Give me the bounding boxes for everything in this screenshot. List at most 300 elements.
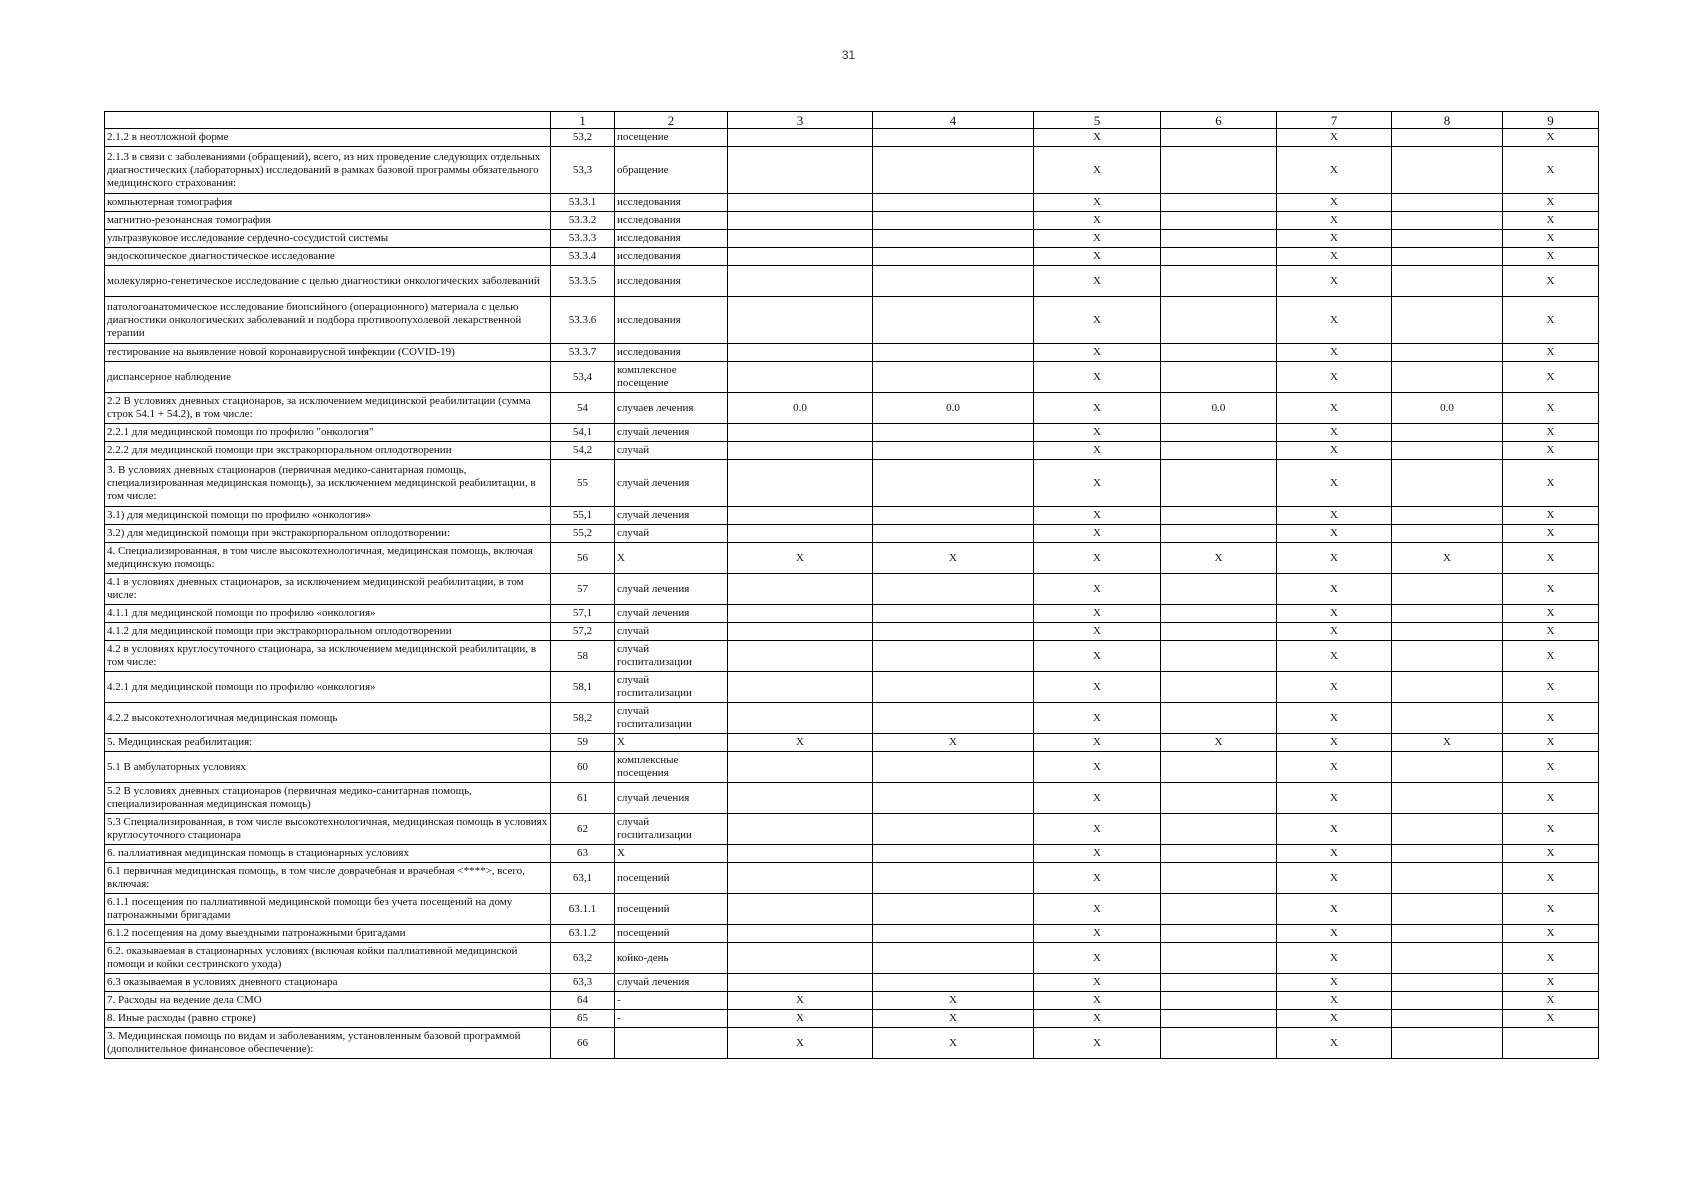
col9-cell: X: [1503, 543, 1599, 574]
col5-cell: X: [1034, 734, 1161, 752]
col9-cell: X: [1503, 894, 1599, 925]
table-row: [105, 752, 1599, 783]
row-unit-cell: X: [615, 845, 728, 863]
row-code-cell: 63,1: [551, 863, 615, 894]
col9-cell: X: [1503, 605, 1599, 623]
col5-cell: X: [1034, 814, 1161, 845]
col7-cell: X: [1277, 525, 1392, 543]
col8-cell: [1392, 894, 1503, 925]
col9-cell: X: [1503, 230, 1599, 248]
col6-cell: [1161, 943, 1277, 974]
col6-cell: [1161, 230, 1277, 248]
row-unit-cell: случай: [615, 525, 728, 543]
row-name-cell: 4.1 в условиях дневных стационаров, за исключением медицинской реабилитации, в том числе:: [105, 574, 551, 605]
col9-cell: X: [1503, 925, 1599, 943]
col7-cell: X: [1277, 362, 1392, 393]
col6-cell: [1161, 212, 1277, 230]
col9-cell: X: [1503, 1010, 1599, 1028]
row-name-cell: 3. В условиях дневных стационаров (первичная медико-санитарная помощь, специализированная медицинская помощь), за исключением медицинской реабилитации, в том числе:: [105, 460, 551, 507]
col5-cell: X: [1034, 605, 1161, 623]
row-code-cell: 53.3.1: [551, 194, 615, 212]
col4-cell: 0.0: [873, 393, 1034, 424]
col8-cell: [1392, 442, 1503, 460]
col4-cell: [873, 605, 1034, 623]
row-code-cell: 53.3.6: [551, 297, 615, 344]
table-row: [105, 641, 1599, 672]
header-cell: 8: [1392, 112, 1503, 129]
row-code-cell: 63: [551, 845, 615, 863]
col8-cell: X: [1392, 734, 1503, 752]
col9-cell: X: [1503, 393, 1599, 424]
col7-cell: X: [1277, 1010, 1392, 1028]
col6-cell: [1161, 783, 1277, 814]
table-row: [105, 1010, 1599, 1028]
row-code-cell: 58,2: [551, 703, 615, 734]
col9-cell: X: [1503, 623, 1599, 641]
col6-cell: X: [1161, 543, 1277, 574]
table-row: [105, 507, 1599, 525]
col7-cell: X: [1277, 507, 1392, 525]
row-name-cell: компьютерная томография: [105, 194, 551, 212]
col4-cell: [873, 424, 1034, 442]
col8-cell: [1392, 212, 1503, 230]
col7-cell: X: [1277, 943, 1392, 974]
row-unit-cell: случай госпитализации: [615, 672, 728, 703]
col7-cell: X: [1277, 194, 1392, 212]
row-unit-cell: X: [615, 543, 728, 574]
col5-cell: X: [1034, 943, 1161, 974]
col5-cell: X: [1034, 230, 1161, 248]
row-name-cell: 4.1.2 для медицинской помощи при экстракорпоральном оплодотворении: [105, 623, 551, 641]
col6-cell: [1161, 1028, 1277, 1059]
col3-cell: X: [728, 1028, 873, 1059]
col5-cell: X: [1034, 992, 1161, 1010]
col8-cell: [1392, 266, 1503, 297]
row-code-cell: 63.1.2: [551, 925, 615, 943]
row-unit-cell: исследования: [615, 297, 728, 344]
col3-cell: [728, 525, 873, 543]
col3-cell: [728, 147, 873, 194]
col6-cell: [1161, 641, 1277, 672]
col9-cell: X: [1503, 212, 1599, 230]
row-unit-cell: исследования: [615, 344, 728, 362]
col6-cell: [1161, 925, 1277, 943]
data-table: [104, 111, 1599, 1059]
row-code-cell: 53,3: [551, 147, 615, 194]
col7-cell: X: [1277, 605, 1392, 623]
row-code-cell: 62: [551, 814, 615, 845]
col7-cell: X: [1277, 574, 1392, 605]
col4-cell: [873, 863, 1034, 894]
col3-cell: [728, 672, 873, 703]
col9-cell: X: [1503, 641, 1599, 672]
row-unit-cell: исследования: [615, 230, 728, 248]
row-code-cell: 53.3.5: [551, 266, 615, 297]
header-row: [105, 112, 1599, 129]
col9-cell: X: [1503, 424, 1599, 442]
row-name-cell: 2.2 В условиях дневных стационаров, за исключением медицинской реабилитации (сумма строк 54.1 + 54.2), в том числе:: [105, 393, 551, 424]
row-code-cell: 58: [551, 641, 615, 672]
header-cell: 3: [728, 112, 873, 129]
col3-cell: [728, 194, 873, 212]
col3-cell: [728, 344, 873, 362]
col8-cell: [1392, 623, 1503, 641]
col6-cell: X: [1161, 734, 1277, 752]
col9-cell: X: [1503, 147, 1599, 194]
table-row: [105, 992, 1599, 1010]
col9-cell: X: [1503, 974, 1599, 992]
col7-cell: X: [1277, 623, 1392, 641]
col5-cell: X: [1034, 641, 1161, 672]
col5-cell: X: [1034, 460, 1161, 507]
col8-cell: [1392, 814, 1503, 845]
col8-cell: 0.0: [1392, 393, 1503, 424]
col9-cell: X: [1503, 992, 1599, 1010]
col9-cell: X: [1503, 525, 1599, 543]
table-row: [105, 863, 1599, 894]
table-row: [105, 194, 1599, 212]
col5-cell: X: [1034, 147, 1161, 194]
col4-cell: [873, 845, 1034, 863]
col4-cell: [873, 460, 1034, 507]
col4-cell: [873, 129, 1034, 147]
row-unit-cell: случай госпитализации: [615, 814, 728, 845]
col5-cell: X: [1034, 129, 1161, 147]
col7-cell: X: [1277, 543, 1392, 574]
col9-cell: X: [1503, 194, 1599, 212]
col7-cell: X: [1277, 266, 1392, 297]
table-row: [105, 894, 1599, 925]
col8-cell: [1392, 1028, 1503, 1059]
row-name-cell: 3. Медицинская помощь по видам и заболеваниям, установленным базовой программой (дополнительное финансовое обеспечение):: [105, 1028, 551, 1059]
col9-cell: X: [1503, 752, 1599, 783]
col3-cell: X: [728, 543, 873, 574]
col8-cell: [1392, 230, 1503, 248]
row-name-cell: 4.2.1 для медицинской помощи по профилю «онкология»: [105, 672, 551, 703]
col5-cell: X: [1034, 925, 1161, 943]
col5-cell: X: [1034, 623, 1161, 641]
row-name-cell: 5.2 В условиях дневных стационаров (первичная медико-санитарная помощь, специализированная медицинская помощь): [105, 783, 551, 814]
col7-cell: X: [1277, 248, 1392, 266]
col3-cell: [728, 507, 873, 525]
col4-cell: [873, 752, 1034, 783]
col4-cell: [873, 212, 1034, 230]
table-row: [105, 266, 1599, 297]
row-name-cell: эндоскопическое диагностическое исследование: [105, 248, 551, 266]
col5-cell: X: [1034, 703, 1161, 734]
row-name-cell: 2.1.2 в неотложной форме: [105, 129, 551, 147]
row-unit-cell: случаев лечения: [615, 393, 728, 424]
row-code-cell: 63.1.1: [551, 894, 615, 925]
row-code-cell: 56: [551, 543, 615, 574]
col4-cell: [873, 442, 1034, 460]
col5-cell: X: [1034, 393, 1161, 424]
col7-cell: X: [1277, 783, 1392, 814]
col6-cell: [1161, 814, 1277, 845]
col3-cell: [728, 623, 873, 641]
col5-cell: X: [1034, 752, 1161, 783]
col8-cell: [1392, 992, 1503, 1010]
row-code-cell: 61: [551, 783, 615, 814]
col6-cell: [1161, 507, 1277, 525]
table-row: [105, 442, 1599, 460]
col4-cell: [873, 147, 1034, 194]
col7-cell: X: [1277, 212, 1392, 230]
row-unit-cell: случай лечения: [615, 424, 728, 442]
table-row: [105, 605, 1599, 623]
row-code-cell: 54: [551, 393, 615, 424]
table-row: [105, 925, 1599, 943]
col3-cell: [728, 943, 873, 974]
row-name-cell: 4.1.1 для медицинской помощи по профилю «онкология»: [105, 605, 551, 623]
col5-cell: X: [1034, 344, 1161, 362]
col4-cell: X: [873, 1010, 1034, 1028]
row-name-cell: 6.1 первичная медицинская помощь, в том числе доврачебная и врачебная <****>, всего, включая:: [105, 863, 551, 894]
row-unit-cell: посещений: [615, 925, 728, 943]
col8-cell: [1392, 605, 1503, 623]
col6-cell: [1161, 362, 1277, 393]
col3-cell: [728, 574, 873, 605]
col4-cell: X: [873, 543, 1034, 574]
row-name-cell: магнитно-резонансная томография: [105, 212, 551, 230]
col4-cell: [873, 703, 1034, 734]
row-unit-cell: случай лечения: [615, 507, 728, 525]
row-name-cell: 5.3 Специализированная, в том числе высокотехнологичная, медицинская помощь в условиях круглосуточного стационара: [105, 814, 551, 845]
col3-cell: 0.0: [728, 393, 873, 424]
col9-cell: X: [1503, 574, 1599, 605]
col9-cell: X: [1503, 703, 1599, 734]
col3-cell: [728, 605, 873, 623]
col6-cell: [1161, 129, 1277, 147]
col8-cell: [1392, 248, 1503, 266]
header-cell: 6: [1161, 112, 1277, 129]
row-unit-cell: исследования: [615, 194, 728, 212]
col4-cell: [873, 266, 1034, 297]
header-cell: 2: [615, 112, 728, 129]
col7-cell: X: [1277, 442, 1392, 460]
row-unit-cell: посещение: [615, 129, 728, 147]
col6-cell: [1161, 297, 1277, 344]
col4-cell: [873, 362, 1034, 393]
col8-cell: [1392, 525, 1503, 543]
col8-cell: [1392, 129, 1503, 147]
col3-cell: [728, 894, 873, 925]
row-code-cell: 54,2: [551, 442, 615, 460]
col8-cell: [1392, 194, 1503, 212]
col3-cell: [728, 362, 873, 393]
col3-cell: [728, 129, 873, 147]
row-unit-cell: X: [615, 734, 728, 752]
col8-cell: [1392, 672, 1503, 703]
col6-cell: [1161, 574, 1277, 605]
row-name-cell: молекулярно-генетическое исследование с целью диагностики онкологических заболеваний: [105, 266, 551, 297]
col7-cell: X: [1277, 752, 1392, 783]
col7-cell: X: [1277, 672, 1392, 703]
col5-cell: X: [1034, 845, 1161, 863]
col5-cell: X: [1034, 424, 1161, 442]
col6-cell: [1161, 974, 1277, 992]
col5-cell: X: [1034, 297, 1161, 344]
row-name-cell: 6.1.2 посещения на дому выездными патронажными бригадами: [105, 925, 551, 943]
col6-cell: [1161, 752, 1277, 783]
col3-cell: [728, 845, 873, 863]
col6-cell: [1161, 863, 1277, 894]
col6-cell: [1161, 1010, 1277, 1028]
col7-cell: X: [1277, 863, 1392, 894]
col9-cell: X: [1503, 362, 1599, 393]
table-row: [105, 393, 1599, 424]
col9-cell: X: [1503, 460, 1599, 507]
col3-cell: [728, 230, 873, 248]
col9-cell: X: [1503, 845, 1599, 863]
table-row: [105, 814, 1599, 845]
col5-cell: X: [1034, 442, 1161, 460]
table-row: [105, 248, 1599, 266]
row-code-cell: 53,4: [551, 362, 615, 393]
col8-cell: [1392, 460, 1503, 507]
header-cell: 9: [1503, 112, 1599, 129]
table-row: [105, 230, 1599, 248]
col6-cell: [1161, 442, 1277, 460]
col9-cell: X: [1503, 507, 1599, 525]
row-name-cell: тестирование на выявление новой коронавирусной инфекции (COVID-19): [105, 344, 551, 362]
col7-cell: X: [1277, 424, 1392, 442]
table-row: [105, 424, 1599, 442]
table-row: [105, 543, 1599, 574]
table-row: [105, 362, 1599, 393]
col9-cell: X: [1503, 863, 1599, 894]
row-unit-cell: случай лечения: [615, 783, 728, 814]
col7-cell: X: [1277, 1028, 1392, 1059]
col6-cell: [1161, 525, 1277, 543]
col3-cell: [728, 863, 873, 894]
row-code-cell: 59: [551, 734, 615, 752]
row-unit-cell: случай: [615, 623, 728, 641]
col8-cell: [1392, 943, 1503, 974]
row-code-cell: 60: [551, 752, 615, 783]
row-name-cell: 5.1 В амбулаторных условиях: [105, 752, 551, 783]
col3-cell: [728, 424, 873, 442]
table-body: [105, 129, 1599, 1059]
page-number: 31: [841, 48, 856, 62]
col8-cell: X: [1392, 543, 1503, 574]
col5-cell: X: [1034, 248, 1161, 266]
row-name-cell: патологоанатомическое исследование биопсийного (операционного) материала с целью диагностики онкологических заболеваний и подбора противоопухолевой лекарственной терапии: [105, 297, 551, 344]
col6-cell: [1161, 248, 1277, 266]
col9-cell: X: [1503, 943, 1599, 974]
col6-cell: [1161, 194, 1277, 212]
table-row: [105, 344, 1599, 362]
col7-cell: X: [1277, 147, 1392, 194]
col7-cell: X: [1277, 297, 1392, 344]
table-row: [105, 525, 1599, 543]
row-code-cell: 64: [551, 992, 615, 1010]
col7-cell: X: [1277, 460, 1392, 507]
col5-cell: X: [1034, 1028, 1161, 1059]
table-row: [105, 845, 1599, 863]
header-cell: [105, 112, 551, 129]
table-row: [105, 783, 1599, 814]
table-row: [105, 297, 1599, 344]
col7-cell: X: [1277, 344, 1392, 362]
row-code-cell: 57,2: [551, 623, 615, 641]
col5-cell: X: [1034, 1010, 1161, 1028]
row-name-cell: 6.1.1 посещения по паллиативной медицинской помощи без учета посещений на дому патронажными бригадами: [105, 894, 551, 925]
col8-cell: [1392, 507, 1503, 525]
col4-cell: [873, 344, 1034, 362]
header-cell: 7: [1277, 112, 1392, 129]
row-name-cell: 6.3 оказываемая в условиях дневного стационара: [105, 974, 551, 992]
row-unit-cell: комплексные посещения: [615, 752, 728, 783]
row-unit-cell: исследования: [615, 212, 728, 230]
col7-cell: X: [1277, 230, 1392, 248]
row-unit-cell: случай госпитализации: [615, 703, 728, 734]
col7-cell: X: [1277, 845, 1392, 863]
col6-cell: 0.0: [1161, 393, 1277, 424]
col4-cell: [873, 641, 1034, 672]
table-row: [105, 574, 1599, 605]
col9-cell: X: [1503, 442, 1599, 460]
col7-cell: X: [1277, 992, 1392, 1010]
col8-cell: [1392, 297, 1503, 344]
col3-cell: X: [728, 734, 873, 752]
col4-cell: [873, 623, 1034, 641]
col3-cell: [728, 783, 873, 814]
col9-cell: X: [1503, 266, 1599, 297]
col8-cell: [1392, 362, 1503, 393]
col4-cell: [873, 814, 1034, 845]
table-row: [105, 974, 1599, 992]
table-row: [105, 1028, 1599, 1059]
table-row: [105, 147, 1599, 194]
row-name-cell: ультразвуковое исследование сердечно-сосудистой системы: [105, 230, 551, 248]
col4-cell: [873, 194, 1034, 212]
row-unit-cell: случай: [615, 442, 728, 460]
col5-cell: X: [1034, 362, 1161, 393]
row-name-cell: 2.2.2 для медицинской помощи при экстракорпоральном оплодотворении: [105, 442, 551, 460]
row-name-cell: 6.2. оказываемая в стационарных условиях (включая койки паллиативной медицинской помощи и койки сестринского ухода): [105, 943, 551, 974]
col8-cell: [1392, 574, 1503, 605]
col8-cell: [1392, 147, 1503, 194]
col4-cell: [873, 943, 1034, 974]
col5-cell: X: [1034, 543, 1161, 574]
row-unit-cell: случай лечения: [615, 460, 728, 507]
row-code-cell: 53.3.2: [551, 212, 615, 230]
row-code-cell: 55,2: [551, 525, 615, 543]
row-code-cell: 58,1: [551, 672, 615, 703]
table-row: [105, 623, 1599, 641]
col6-cell: [1161, 460, 1277, 507]
col9-cell: X: [1503, 814, 1599, 845]
row-code-cell: 53.3.3: [551, 230, 615, 248]
col9-cell: X: [1503, 672, 1599, 703]
col9-cell: X: [1503, 248, 1599, 266]
col7-cell: X: [1277, 641, 1392, 672]
col8-cell: [1392, 845, 1503, 863]
row-code-cell: 57: [551, 574, 615, 605]
col5-cell: X: [1034, 894, 1161, 925]
table-row: [105, 672, 1599, 703]
header-cell: 4: [873, 112, 1034, 129]
col3-cell: [728, 248, 873, 266]
col4-cell: X: [873, 734, 1034, 752]
col3-cell: [728, 814, 873, 845]
col3-cell: [728, 460, 873, 507]
col8-cell: [1392, 752, 1503, 783]
header-cell: 1: [551, 112, 615, 129]
row-unit-cell: случай лечения: [615, 605, 728, 623]
col9-cell: [1503, 1028, 1599, 1059]
